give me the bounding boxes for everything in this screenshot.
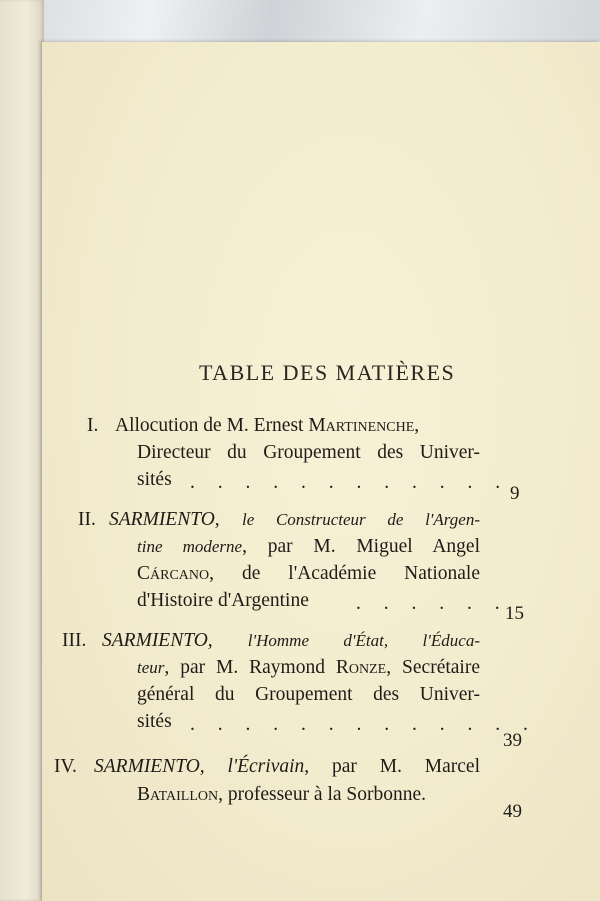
entry-line [137, 782, 426, 809]
entry-text: tine moderne [137, 537, 243, 556]
entry-text: , par M. Marcel [304, 756, 480, 777]
page-title: TABLE DES MATIÈRES [199, 360, 456, 385]
entry-line: sités [137, 469, 172, 490]
page-number: 9 [510, 483, 520, 504]
entry-text: , par M. Raymond [164, 657, 336, 678]
entry-line [115, 413, 480, 440]
entry-numeral: I. [87, 415, 99, 436]
page-number: 49 [503, 801, 522, 822]
entry-text: teur [137, 658, 165, 677]
book-page [42, 42, 600, 901]
entry-line [102, 628, 480, 655]
entry-numeral: II. [78, 509, 96, 530]
author-name: Cárcano, [137, 563, 214, 584]
author-name: Bataillon [137, 784, 219, 805]
entry-text: , professeur à la Sorbonne. [218, 784, 427, 805]
entry-text: , par M. Miguel Angel [242, 536, 480, 557]
author-name: Ronze [335, 657, 387, 678]
page-number: 39 [503, 730, 522, 751]
facing-page-edge [0, 0, 44, 901]
entry-line [137, 561, 480, 588]
entry-text: de l'Académie Nationale [214, 563, 480, 584]
entry-text: , Secrétaire [386, 657, 480, 678]
entry-line: sités [137, 711, 172, 732]
entry-text: Allocution de M. Ernest [115, 415, 309, 436]
entry-subject: SARMIENTO, [94, 756, 205, 777]
entry-line: général du Groupement des Univer- [137, 684, 480, 705]
dot-leader: . . . . . . [356, 593, 509, 614]
entry-line [94, 754, 480, 781]
dot-leader: . . . . . . . . . . . . [190, 472, 510, 493]
entry-subject: SARMIENTO, [109, 509, 220, 530]
entry-text: le Constructeur de l'Argen- [242, 510, 480, 529]
page-number: 15 [505, 603, 524, 624]
author-name: Martinenche, [308, 415, 420, 436]
entry-numeral: IV. [54, 756, 77, 777]
entry-text: l'Homme d'État, l'Éduca- [247, 631, 481, 650]
entry-numeral: III. [62, 630, 87, 651]
entry-line [137, 655, 480, 682]
entry-line [137, 534, 480, 561]
entry-line: Directeur du Groupement des Univer- [137, 442, 480, 463]
entry-line: d'Histoire d'Argentine [137, 590, 309, 611]
entry-line [109, 507, 480, 534]
entry-subject: SARMIENTO, [102, 630, 213, 651]
dot-leader: . . . . . . . . . . . . . [190, 714, 537, 735]
entry-text: l'Écrivain [227, 756, 305, 777]
